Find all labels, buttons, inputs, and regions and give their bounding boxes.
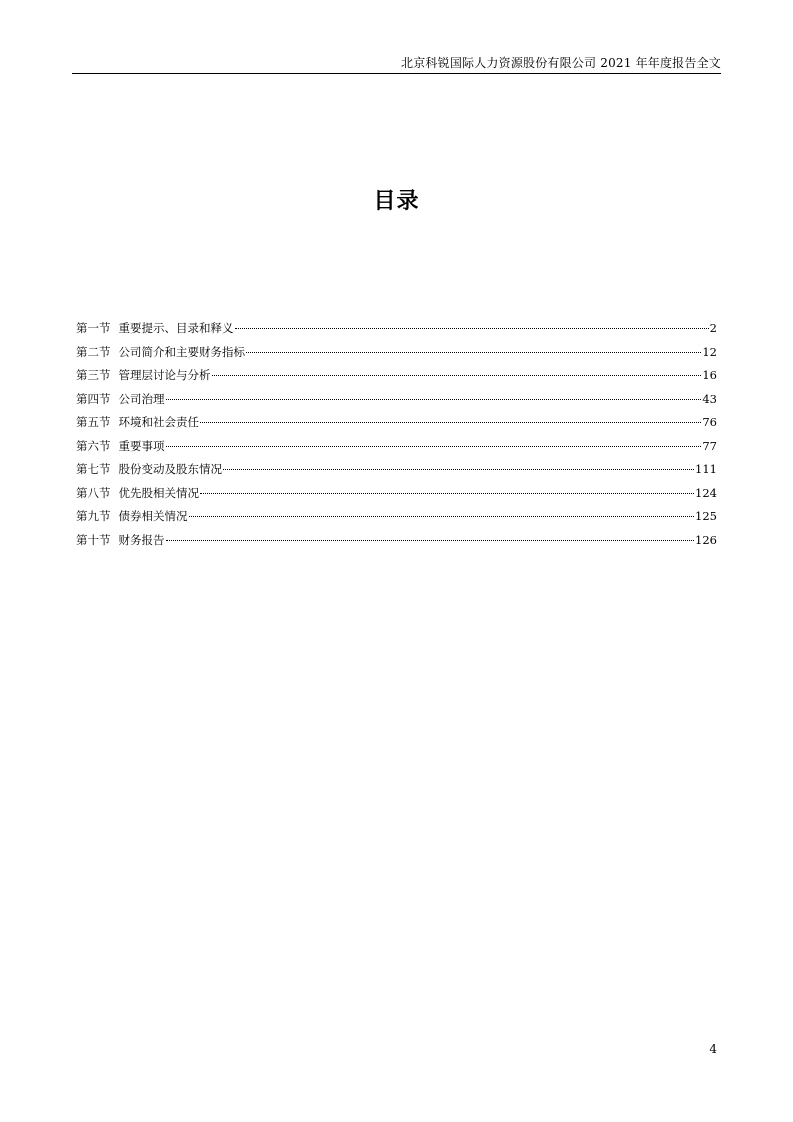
toc-entry-label: 管理层讨论与分析	[118, 368, 211, 382]
toc-dot-leader	[246, 352, 701, 353]
toc-entry-2[interactable]	[76, 342, 717, 366]
toc-page-number: 126	[695, 532, 717, 547]
toc-entry-label: 重要事项	[118, 438, 165, 453]
page-title: 目录	[373, 189, 420, 214]
toc-dot-leader	[189, 516, 695, 517]
toc-entry-label: 财务报告	[118, 532, 165, 547]
page-number: 4	[709, 1042, 717, 1056]
toc-chapter-number: 第三节	[76, 368, 111, 382]
toc-entry-label: 优先股相关情况	[118, 485, 199, 500]
toc-entry-4[interactable]	[76, 389, 717, 413]
toc-dot-leader	[212, 375, 702, 376]
toc-entry-5[interactable]	[76, 412, 717, 436]
toc-page-number: 111	[695, 462, 717, 476]
toc-chapter-number: 第五节	[76, 415, 111, 429]
header-divider	[72, 73, 721, 74]
toc-entry-label: 环境和社会责任	[118, 415, 199, 429]
toc-page-number: 77	[702, 438, 717, 453]
toc-entry-label: 重要提示、目录和释义	[118, 321, 234, 335]
toc-page-number: 43	[702, 391, 717, 406]
toc-chapter-number: 第八节	[76, 485, 111, 500]
toc-dot-leader	[166, 446, 702, 447]
toc-chapter-number: 第四节	[76, 391, 111, 406]
toc-page-number: 125	[695, 509, 717, 523]
toc-chapter-number: 第六节	[76, 438, 111, 453]
toc-page-number: 76	[702, 415, 717, 429]
toc-page-number: 2	[709, 321, 717, 335]
toc-entry-7[interactable]	[76, 459, 717, 483]
toc-entry-1[interactable]	[76, 318, 717, 342]
toc-dot-leader	[235, 328, 709, 329]
toc-dot-leader	[166, 399, 702, 400]
toc-page-number: 16	[702, 368, 717, 382]
table-of-contents	[76, 318, 717, 553]
toc-entry-9[interactable]	[76, 506, 717, 530]
toc-entry-3[interactable]	[76, 365, 717, 389]
toc-chapter-number: 第九节	[76, 509, 111, 523]
toc-chapter-number: 第十节	[76, 532, 111, 547]
running-header: 北京科锐国际人力资源股份有限公司 2021 年年度报告全文	[401, 56, 721, 70]
toc-chapter-number: 第七节	[76, 462, 111, 476]
toc-page-number: 12	[702, 344, 717, 359]
toc-chapter-number: 第二节	[76, 344, 111, 359]
toc-entry-6[interactable]	[76, 436, 717, 460]
toc-dot-leader	[200, 493, 694, 494]
toc-entry-10[interactable]	[76, 530, 717, 554]
toc-chapter-number: 第一节	[76, 321, 111, 335]
toc-dot-leader	[223, 469, 694, 470]
toc-dot-leader	[166, 540, 695, 541]
toc-entry-label: 公司治理	[118, 391, 165, 406]
toc-entry-label: 债券相关情况	[118, 509, 188, 523]
toc-entry-label: 股份变动及股东情况	[118, 462, 222, 476]
toc-dot-leader	[200, 422, 701, 423]
toc-entry-label: 公司简介和主要财务指标	[118, 344, 245, 359]
toc-page-number: 124	[695, 485, 717, 500]
toc-entry-8[interactable]	[76, 483, 717, 507]
